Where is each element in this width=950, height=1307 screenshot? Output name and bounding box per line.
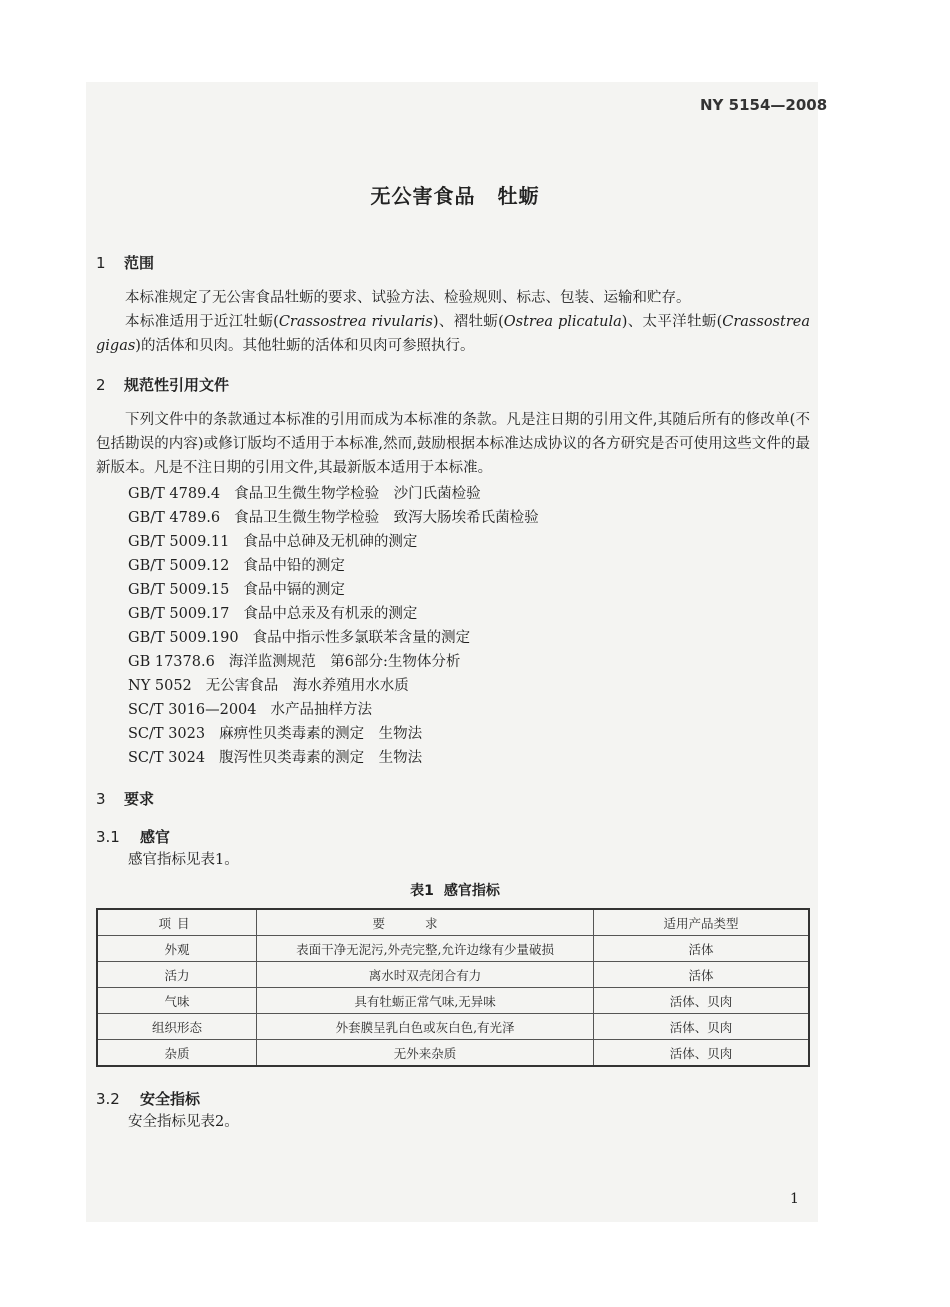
title-part-1: 无公害食品 <box>370 184 476 208</box>
column-header: 适用产品类型 <box>594 909 809 936</box>
reference-item: GB/T 4789.6 食品卫生微生物学检验 致泻大肠埃希氏菌检验 <box>128 510 539 526</box>
document-title <box>0 180 910 209</box>
table-cell: 离水时双壳闭合有力 <box>257 962 594 988</box>
reference-item: NY 5052 无公害食品 海水养殖用水水质 <box>128 678 409 694</box>
subsection-3-1-text: 感官指标见表1。 <box>128 852 239 868</box>
section-2-heading: 2 规范性引用文件 <box>96 376 230 394</box>
table-cell: 气味 <box>97 988 257 1014</box>
table-cell: 无外来杂质 <box>257 1040 594 1067</box>
table-header-row <box>97 909 809 936</box>
section-1-heading: 1 范围 <box>96 254 155 272</box>
table-1-caption: 表1 感官指标 <box>410 883 500 899</box>
table-row <box>97 1014 809 1040</box>
reference-item: GB/T 5009.11 食品中总砷及无机砷的测定 <box>128 534 418 550</box>
scope-paragraph-2: 本标准适用于近江牡蛎(Crassostrea rivularis)、褶牡蛎(Ostrea plicatula)、太平洋牡蛎(Crassostrea gigas)的活体和贝肉。其他牡蛎的活体和贝肉可参照执行。 <box>96 314 810 354</box>
reference-item: SC/T 3024 腹泻性贝类毒素的测定 生物法 <box>128 750 423 766</box>
section-3-heading: 3 要求 <box>96 790 155 808</box>
table-cell: 活体、贝肉 <box>594 1014 809 1040</box>
table-cell: 外套膜呈乳白色或灰白色,有光泽 <box>257 1014 594 1040</box>
reference-item: SC/T 3023 麻痹性贝类毒素的测定 生物法 <box>128 726 423 742</box>
reference-item: GB/T 5009.12 食品中铅的测定 <box>128 558 345 574</box>
table-cell: 杂质 <box>97 1040 257 1067</box>
sensory-table <box>96 908 810 1067</box>
reference-item: SC/T 3016—2004 水产品抽样方法 <box>128 702 372 718</box>
reference-item: GB/T 5009.17 食品中总汞及有机汞的测定 <box>128 606 418 622</box>
table-cell: 活力 <box>97 962 257 988</box>
table-cell: 活体 <box>594 936 809 962</box>
column-header: 项目 <box>97 909 257 936</box>
reference-item: GB/T 4789.4 食品卫生微生物学检验 沙门氏菌检验 <box>128 486 481 502</box>
subsection-3-2-text: 安全指标见表2。 <box>128 1114 239 1130</box>
references-intro: 下列文件中的条款通过本标准的引用而成为本标准的条款。凡是注日期的引用文件,其随后所有的修改单(不包括勘误的内容)或修订版均不适用于本标准,然而,鼓励根据本标准达成协议的各方研究是否可使用这些文件的最新版本。凡是不注日期的引用文件,其最新版本适用于本标准。 <box>96 412 810 476</box>
table-cell: 外观 <box>97 936 257 962</box>
table-cell: 表面干净无泥污,外壳完整,允许边缘有少量破损 <box>257 936 594 962</box>
section-2-intro <box>96 408 810 480</box>
standard-number: NY 5154—2008 <box>700 96 828 114</box>
table-cell: 组织形态 <box>97 1014 257 1040</box>
subsection-3-1-heading: 3.1 感官 <box>96 828 171 846</box>
reference-item: GB 17378.6 海洋监测规范 第6部分:生物体分析 <box>128 654 461 670</box>
table-row <box>97 1040 809 1067</box>
scope-paragraph-1: 本标准规定了无公害食品牡蛎的要求、试验方法、检验规则、标志、包装、运输和贮存。 <box>125 290 691 306</box>
page-number: 1 <box>790 1191 799 1207</box>
table-row <box>97 936 809 962</box>
title-part-2: 牡蛎 <box>497 184 540 208</box>
subsection-3-2-heading: 3.2 安全指标 <box>96 1090 201 1108</box>
table-cell: 活体 <box>594 962 809 988</box>
reference-item: GB/T 5009.15 食品中镉的测定 <box>128 582 345 598</box>
column-header: 要求 <box>257 909 594 936</box>
table-cell: 活体、贝肉 <box>594 988 809 1014</box>
table-cell: 具有牡蛎正常气味,无异味 <box>257 988 594 1014</box>
table-row <box>97 962 809 988</box>
section-1-body <box>96 286 810 358</box>
table-cell: 活体、贝肉 <box>594 1040 809 1067</box>
reference-item: GB/T 5009.190 食品中指示性多氯联苯含量的测定 <box>128 630 471 646</box>
table-row <box>97 988 809 1014</box>
